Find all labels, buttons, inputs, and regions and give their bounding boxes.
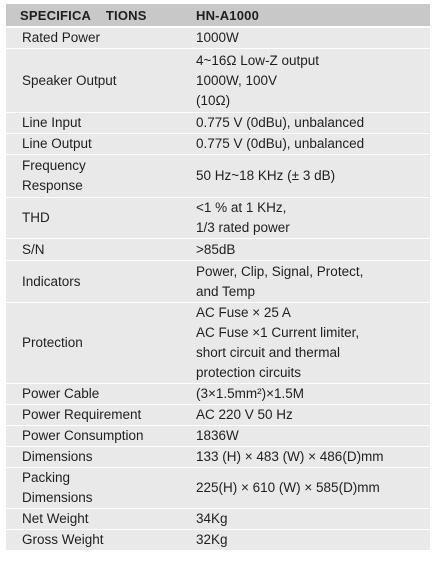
table-row [6, 530, 430, 551]
spec-value [190, 384, 430, 405]
spec-value [190, 468, 430, 509]
spec-label [6, 49, 190, 113]
spec-label-line: Rated Power [22, 30, 101, 45]
spec-value [190, 303, 430, 384]
table-row [6, 155, 430, 198]
table-body [6, 27, 430, 551]
spec-label-line: Response [22, 178, 83, 193]
spec-value-line: 34Kg [196, 511, 228, 526]
spec-label [6, 426, 190, 447]
spec-value-line: protection circuits [196, 365, 302, 380]
spec-value [190, 426, 430, 447]
spec-value-line: and Temp [196, 283, 256, 299]
spec-value-line: 225(H) × 610 (W) × 585(D)mm [196, 480, 380, 495]
table-header-row [6, 4, 430, 27]
spec-value-line: 0.775 V (0dBu), unbalanced [196, 115, 365, 130]
table-row [6, 134, 430, 155]
spec-value-line: short circuit and thermal [196, 345, 341, 360]
spec-label [6, 198, 190, 239]
spec-value [190, 509, 430, 530]
spec-label-line: Dimensions [22, 449, 93, 464]
spec-label [6, 468, 190, 509]
spec-label-line: Speaker Output [22, 72, 117, 88]
specifications-table-container [6, 4, 430, 551]
spec-value-line: (10Ω) [196, 92, 231, 108]
header-specifications: SPECIFICA TIONS [6, 4, 190, 27]
table-row [6, 261, 430, 303]
header-model: HN-A1000 [190, 4, 430, 27]
spec-label [6, 509, 190, 530]
spec-value-line: 1836W [196, 428, 239, 443]
spec-label-line: Power Requirement [22, 407, 142, 422]
spec-label [6, 405, 190, 426]
table-row [6, 303, 430, 384]
spec-value-line: <1 % at 1 KHz, [196, 200, 287, 215]
spec-value-line: 4~16Ω Low-Z output [196, 52, 320, 68]
spec-value-line: (3×1.5mm²)×1.5M [196, 386, 305, 401]
spec-label [6, 239, 190, 261]
spec-label-line: Protection [22, 335, 83, 350]
spec-label-line: Power Consumption [22, 428, 144, 443]
table-row [6, 509, 430, 530]
spec-label-line: Frequency [22, 158, 86, 173]
spec-value [190, 405, 430, 426]
spec-label [6, 134, 190, 155]
spec-value [190, 49, 430, 113]
spec-value [190, 447, 430, 468]
spec-value-line: 133 (H) × 483 (W) × 486(D)mm [196, 449, 384, 464]
table-row [6, 113, 430, 134]
spec-value [190, 239, 430, 261]
table-row [6, 405, 430, 426]
spec-value-line: 50 Hz~18 KHz (± 3 dB) [196, 168, 336, 183]
spec-value [190, 261, 430, 303]
spec-value-line: 1/3 rated power [196, 220, 290, 235]
spec-value [190, 134, 430, 155]
table-row [6, 426, 430, 447]
spec-label-line: Line Output [22, 136, 92, 151]
spec-value-line: >85dB [196, 241, 236, 257]
spec-value [190, 198, 430, 239]
spec-label [6, 384, 190, 405]
spec-value-line: 1000W, 100V [196, 72, 278, 88]
spec-value [190, 113, 430, 134]
spec-label [6, 447, 190, 468]
table-row [6, 239, 430, 261]
spec-value [190, 530, 430, 551]
spec-label-line: Gross Weight [22, 532, 104, 547]
specifications-table [6, 4, 430, 551]
spec-label [6, 155, 190, 198]
spec-label-line: Packing [22, 470, 71, 485]
spec-label-line: THD [22, 210, 50, 225]
spec-value-line: AC 220 V 50 Hz [196, 407, 293, 422]
table-row [6, 468, 430, 509]
spec-label [6, 530, 190, 551]
table-row [6, 447, 430, 468]
spec-value [190, 155, 430, 198]
spec-value-line: AC Fuse ×1 Current limiter, [196, 325, 360, 340]
spec-label-line: Net Weight [22, 511, 89, 526]
table-row [6, 49, 430, 113]
spec-label-line: Dimensions [22, 490, 93, 505]
spec-label [6, 27, 190, 49]
spec-value [190, 27, 430, 49]
spec-value-line: Power, Clip, Signal, Protect, [196, 263, 364, 279]
table-row [6, 198, 430, 239]
spec-label [6, 261, 190, 303]
table-row [6, 384, 430, 405]
spec-label-line: Indicators [22, 273, 81, 289]
spec-label [6, 303, 190, 384]
spec-label-line: S/N [22, 241, 45, 257]
spec-label [6, 113, 190, 134]
spec-label-line: Power Cable [22, 386, 100, 401]
spec-value-line: AC Fuse × 25 A [196, 305, 291, 320]
table-row [6, 27, 430, 49]
spec-value-line: 1000W [196, 30, 239, 45]
spec-value-line: 0.775 V (0dBu), unbalanced [196, 136, 365, 151]
spec-value-line: 32Kg [196, 532, 228, 547]
spec-label-line: Line Input [22, 115, 82, 130]
